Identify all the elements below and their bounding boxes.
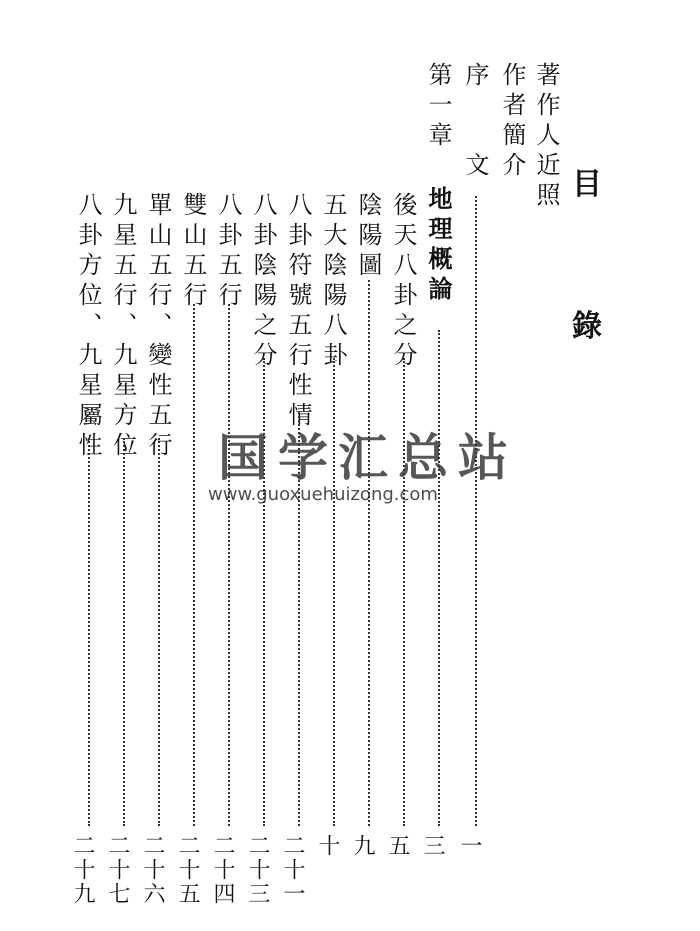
toc-entry-yin-yang-diagram: 陰陽圖 [354,192,382,282]
watermark-url: www.guoxuehuizong.com [208,484,438,505]
toc-entry-bagua-symbols-elements: 八卦符號五行性情 [284,192,312,432]
dot-leader [123,438,125,826]
toc-entry-double-mountain: 雙山五行 [179,192,207,312]
dot-leader [193,304,195,826]
toc-title-part-2: 錄 [572,309,602,344]
toc-entry-author-bio: 作者簡介 [498,62,526,182]
page-number: 二十七 [105,834,130,906]
page-number: 二十九 [70,834,95,906]
toc-entry-bagua-five-elements: 八卦五行 [214,192,242,312]
toc-entry-five-yin-yang-bagua: 五大陰陽八卦 [319,192,347,372]
toc-entry-nine-stars: 九星五行、九星方位 [109,192,137,462]
dot-leader [475,196,477,826]
page-number: 九 [350,834,375,858]
page-number: 二十一 [280,834,305,906]
page-number: 二十四 [210,834,235,906]
dot-leader [228,304,230,826]
page-number: 二十六 [140,834,165,906]
toc-entry-geography-overview: 地理概論 [424,186,453,306]
page-number: 一 [457,834,482,858]
toc-entry-later-heaven-bagua: 後天八卦之分 [389,192,417,372]
page-number: 三 [420,834,445,858]
dot-leader [438,330,440,826]
toc-entry-single-mountain: 單山五行、變性五行 [144,192,172,462]
page-number: 二十五 [175,834,200,906]
dot-leader [158,438,160,826]
page-number: 五 [385,834,410,858]
page-number: 十 [315,834,340,858]
toc-entry-preface: 序 文 [461,62,489,182]
dot-leader [88,438,90,826]
toc-entry-author-photo: 著作人近照 [532,62,560,212]
toc-entry-bagua-yin-yang: 八卦陰陽之分 [249,192,277,372]
dot-leader [368,280,370,826]
toc-entry-bagua-directions: 八卦方位、九星屬性 [74,192,102,462]
watermark-site-name: 国学汇总站 [218,429,518,487]
toc-title-part-1: 目 [572,167,602,202]
page-number: 二十三 [245,834,270,906]
toc-entry-chapter-one: 第一章 [424,62,452,152]
